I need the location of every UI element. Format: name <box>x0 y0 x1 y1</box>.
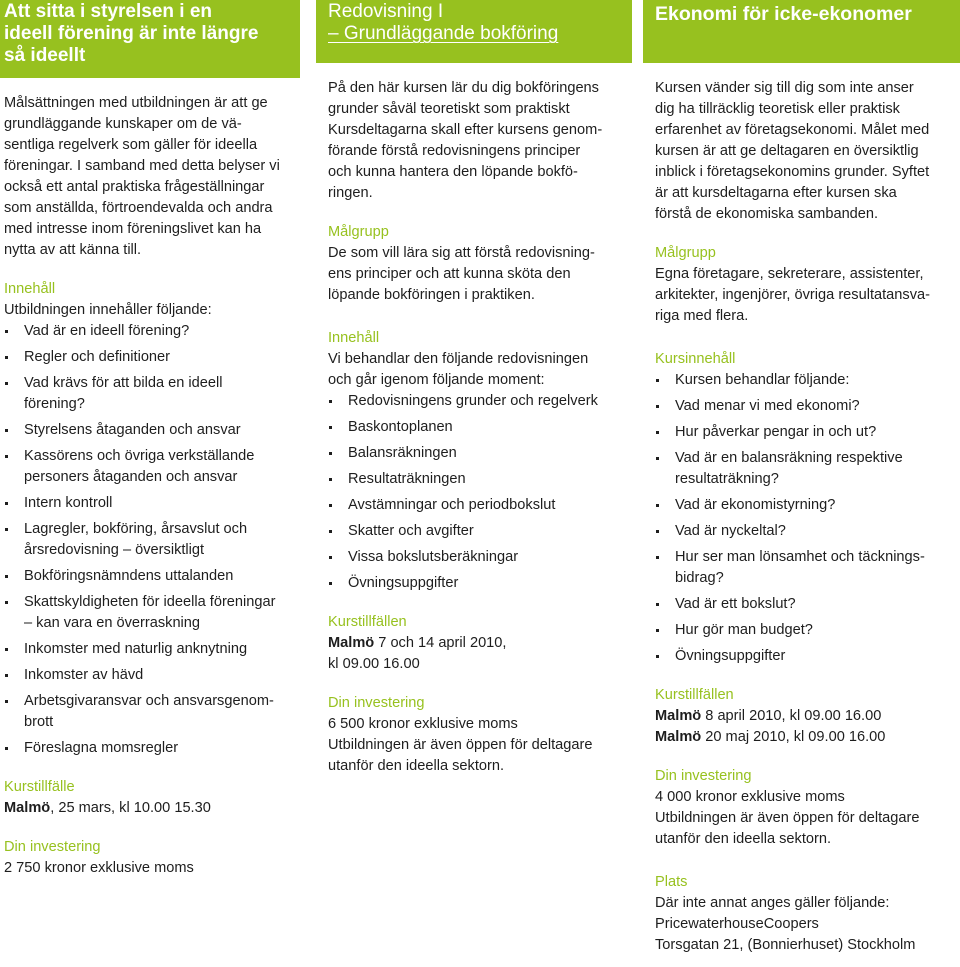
target-text: Egna företagare, sekreterare, assistenter, arkitekter, ingenjörer, övriga resultatansva- riga med flera. <box>655 266 930 324</box>
list-item: Bokföringsnämndens uttalanden <box>4 566 296 587</box>
occasion-line: Malmö 20 maj 2010, kl 09.00 16.00 <box>655 729 886 745</box>
occasion-line: Malmö 7 och 14 april 2010, <box>328 635 507 651</box>
price-heading: Din investering <box>655 768 752 784</box>
price-heading: Din investering <box>328 695 425 711</box>
content-list <box>655 370 948 667</box>
price-text: 6 500 kronor exklusive moms Utbildningen är även öppen för deltagare utanför den ideella sektorn. <box>328 716 593 774</box>
occasion-heading: Kurstillfällen <box>328 614 407 630</box>
content-list <box>4 321 296 759</box>
list-item: Vad menar vi med ekonomi? <box>655 396 948 417</box>
list-item: Intern kontroll <box>4 493 296 514</box>
content-lead: Vi behandlar den följande redovisningen och går igenom följande moment: <box>328 351 589 388</box>
list-item: Redovisningens grunder och regelverk <box>328 391 620 412</box>
price-text: 2 750 kronor exklusive moms <box>4 860 194 876</box>
price-heading: Din investering <box>4 839 101 855</box>
target-text: De som vill lära sig att förstå redovisning- ens principer och att kunna sköta den löpande bokföringen i praktiken. <box>328 245 595 303</box>
list-item: Vissa bokslutsberäkningar <box>328 547 620 568</box>
course-title: Ekonomi för icke-ekonomer <box>643 0 960 63</box>
list-item: Baskontoplanen <box>328 417 620 438</box>
list-item: Övningsuppgifter <box>328 573 620 594</box>
course-intro: Målsättningen med utbildningen är att ge grundläggande kunskaper om de vä- sentliga regelverk som gäller för ideella föreningar. I samband med detta belyser vi också ett antal praktiska frågeställningar som anställda, förtroendevalda och andra med intresse inom föreningslivet kan ha nytta av att känna till. <box>4 95 280 258</box>
target-heading: Målgrupp <box>655 245 716 261</box>
occasion-line: Malmö, 25 mars, kl 10.00 15.30 <box>4 800 211 816</box>
list-item: Hur påverkar pengar in och ut? <box>655 422 948 443</box>
list-item: Regler och definitioner <box>4 347 296 368</box>
list-item: Inkomster med naturlig anknytning <box>4 639 296 660</box>
list-item: Hur gör man budget? <box>655 620 948 641</box>
list-item: Övningsuppgifter <box>655 646 948 667</box>
course-title: Att sitta i styrelsen i en ideell förening är inte längre så ideellt <box>0 0 300 78</box>
list-item: Vad är ekonomistyrning? <box>655 495 948 516</box>
occasion-line: Malmö 8 april 2010, kl 09.00 16.00 <box>655 708 882 724</box>
occasion-heading: Kurstillfälle <box>4 779 75 795</box>
list-item: Lagregler, bokföring, årsavslut och årsredovisning – översiktligt <box>4 519 296 561</box>
list-item: Inkomster av hävd <box>4 665 296 686</box>
target-heading: Målgrupp <box>328 224 389 240</box>
course-title: Redovisning I – Grundläggande bokföring <box>316 0 632 63</box>
list-item: Skattskyldigheten för ideella föreningar – kan vara en överraskning <box>4 592 296 634</box>
place-text: Där inte annat anges gäller följande: PricewaterhouseCoopers Torsgatan 21, (Bonnierhuset) Stockholm <box>655 895 916 953</box>
occasion-heading: Kurstillfällen <box>655 687 734 703</box>
course-intro: På den här kursen lär du dig bokföringens grunder såväl teoretiskt som praktiskt Kursdeltagarna skall efter kursens genom- förande förstå redovisningens principer och kunna hantera den löpande bokfö- ringen. <box>328 80 603 201</box>
list-item: Vad är en ideell förening? <box>4 321 296 342</box>
course-column-ekonomi <box>643 0 960 956</box>
list-item: Kassörens och övriga verkställande personers åtaganden och ansvar <box>4 446 296 488</box>
list-item: Resultaträkningen <box>328 469 620 490</box>
content-heading: Kursinnehåll <box>655 351 736 367</box>
list-item: Vad är en balansräkning respektive resultaträkning? <box>655 448 948 490</box>
list-item: Avstämningar och periodbokslut <box>328 495 620 516</box>
content-heading: Innehåll <box>328 330 380 346</box>
course-intro: Kursen vänder sig till dig som inte anser dig ha tillräcklig teoretisk eller praktisk erfarenhet av företagsekonomi. Målet med kursen är att ge deltagaren en översiktlig inblick i företagsekonomins grunder. Syftet är att kursdeltagarna efter kursen ska förstå de ekonomiska sambanden. <box>655 80 930 222</box>
list-item: Föreslagna momsregler <box>4 738 296 759</box>
list-item: Skatter och avgifter <box>328 521 620 542</box>
occasion-time: kl 09.00 16.00 <box>328 656 420 672</box>
list-item: Kursen behandlar följande: <box>655 370 948 391</box>
list-item: Vad är ett bokslut? <box>655 594 948 615</box>
list-item: Vad krävs för att bilda en ideell förening? <box>4 373 296 415</box>
list-item: Arbetsgivaransvar och ansvarsgenom- brott <box>4 691 296 733</box>
content-heading: Innehåll <box>4 281 56 297</box>
place-heading: Plats <box>655 874 688 890</box>
course-column-redovisning <box>316 0 632 777</box>
price-text: 4 000 kronor exklusive moms Utbildningen är även öppen för deltagare utanför den ideella sektorn. <box>655 789 920 847</box>
content-list <box>328 391 620 594</box>
list-item: Vad är nyckeltal? <box>655 521 948 542</box>
course-column-styrelse <box>0 0 300 879</box>
list-item: Balansräkningen <box>328 443 620 464</box>
list-item: Hur ser man lönsamhet och täcknings- bidrag? <box>655 547 948 589</box>
content-lead: Utbildningen innehåller följande: <box>4 302 212 318</box>
list-item: Styrelsens åtaganden och ansvar <box>4 420 296 441</box>
